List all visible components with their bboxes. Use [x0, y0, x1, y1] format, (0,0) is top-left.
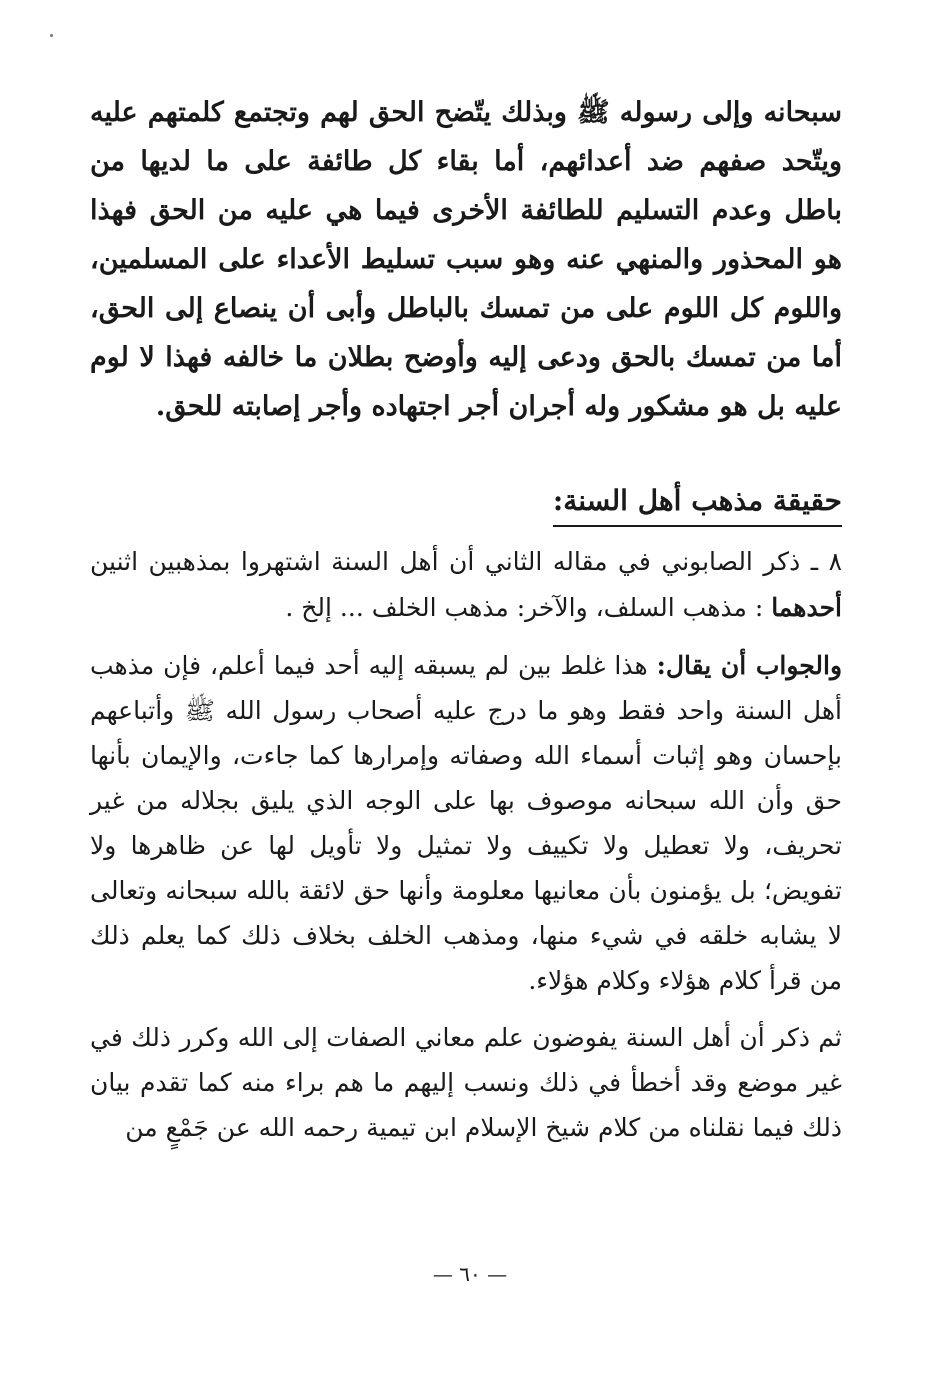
item-8-intro: ٨ ـ ذكر الصابوني في مقاله الثاني أن أهل السنة اشتهروا بمذهبين اثنين: [90, 547, 842, 576]
answer-text: هذا غلط بين لم يسبقه إليه أحد فيما أعلم، فإن مذهب أهل السنة واحد فقط وهو ما درج عليه أصحاب رسول الله ﷺ وأتباعهم بإحسان وهو إثبات أسماء الله وصفاته وإمرارها كما جاءت، والإيمان بأنها حق وأن الله سبحانه موصوف بها على الوجه الذي يليق بجلاله من غير تحريف، ولا تعطيل ولا تكييف ولا تمثيل ولا تأويل لها عن ظاهرها ولا تفويض؛ بل يؤمنون بأن معانيها معلومة وأنها حق لائقة بالله سبحانه وتعالى لا يشابه خلقه في شيء منها، ومذهب الخلف بخلاف ذلك كما يعلم ذلك من قرأ كلام هؤلاء وكلام هؤلاء.: [90, 651, 842, 995]
spacer: [90, 1003, 842, 1015]
answer-lead: والجواب أن يقال:: [656, 651, 843, 680]
scan-speck: [50, 34, 53, 37]
spacer: [90, 631, 842, 643]
section-heading: حقيقة مذهب أهل السنة:: [553, 481, 842, 527]
answer-paragraph: [90, 643, 842, 1003]
section-heading-wrap: [90, 481, 842, 539]
page-body: [90, 88, 842, 1150]
closing-paragraph: ثم ذكر أن أهل السنة يفوضون علم معاني الصفات إلى الله وكرر ذلك في غير موضع وقد أخطأ في ذلك ونسب إليهم ما هم براء منه كما تقدم بيان ذلك فيما نقلناه من كلام شيخ الإسلام ابن تيمية رحمه الله عن جَمْعٍ من: [90, 1023, 842, 1142]
spacer: [90, 431, 842, 481]
item-8-rest: : مذهب السلف، والآخر: مذهب الخلف ... إلخ .: [285, 593, 764, 622]
item-8-bold: أحدهما: [771, 593, 842, 622]
page-number: — ٦٠ —: [432, 1262, 508, 1286]
paragraph-1: سبحانه وإلى رسوله ﷺ وبذلك يتّضح الحق لهم وتجتمع كلمتهم عليه ويتّحد صفهم ضد أعدائهم، أما بقاء كل طائفة على ما لديها من باطل وعدم التسليم للطائفة الأخرى فيما هي عليه من الحق فهذا هو المحذور والمنهي عنه وهو سبب تسليط الأعداء على المسلمين، واللوم كل اللوم على من تمسك بالباطل وأبى أن ينصاع إلى الحق، أما من تمسك بالحق ودعى إليه وأوضح بطلان ما خالفه فهذا لا لوم عليه بل هو مشكور وله أجران أجر اجتهاده وأجر إصابته للحق.: [90, 97, 842, 422]
item-8: [90, 539, 842, 631]
